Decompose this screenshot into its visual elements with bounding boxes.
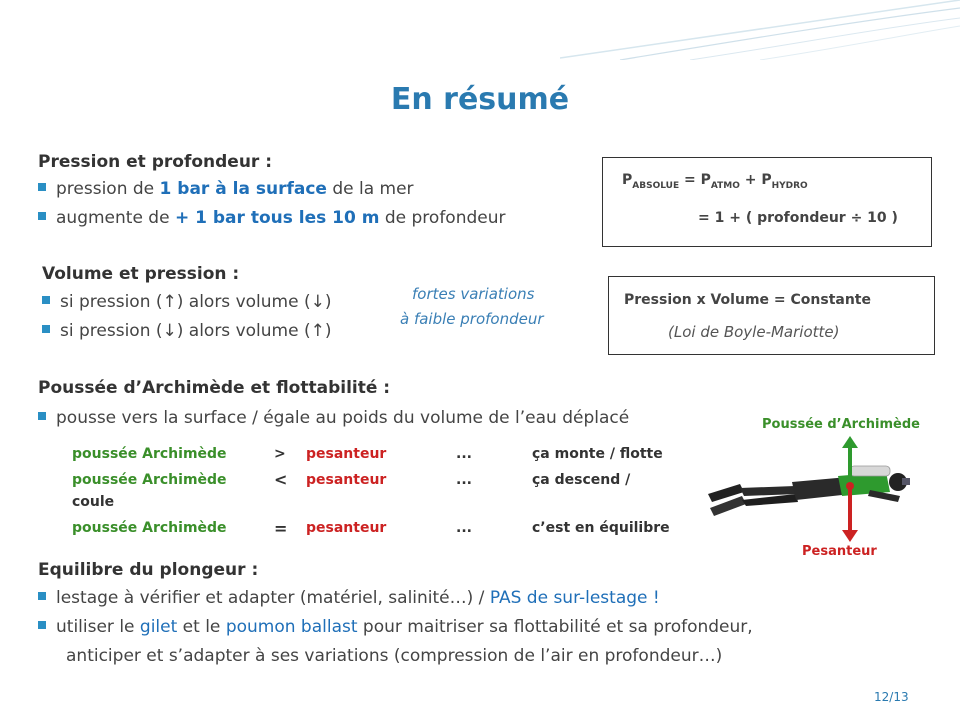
bullet-square-icon [38, 412, 46, 420]
label-pesanteur: Pesanteur [802, 544, 877, 559]
cmp-left: poussée Archimède [72, 446, 227, 462]
arrow-up-head-icon [842, 436, 858, 448]
formula-box [602, 157, 932, 247]
cmp-dots: ... [456, 520, 472, 536]
page-title: En résumé [390, 82, 570, 117]
boyle-line-2: (Loi de Boyle-Mariotte) [668, 323, 840, 341]
note-variations-2: à faible profondeur [400, 310, 544, 328]
cmp-right: pesanteur [306, 446, 387, 462]
cmp-result: ça descend / [532, 472, 631, 488]
diver-illustration [700, 436, 930, 546]
cmp-right: pesanteur [306, 520, 387, 536]
center-of-gravity-dot [846, 482, 854, 490]
bullet-volume-1: si pression (↑) alors volume (↓) [42, 292, 331, 312]
bullet-pression-surface: pression de 1 bar à la surface de la mer [38, 179, 414, 199]
cmp-result: c’est en équilibre [532, 520, 670, 536]
cmp-right: pesanteur [306, 472, 387, 488]
cmp-left: poussée Archimède [72, 520, 227, 536]
section-heading-volume: Volume et pression : [42, 264, 240, 284]
cmp-operator: < [274, 470, 288, 489]
bullet-square-icon [38, 621, 46, 629]
section-heading-equilibre: Equilibre du plongeur : [38, 560, 259, 580]
cmp-operator: > [274, 446, 286, 462]
note-variations-1: fortes variations [412, 285, 535, 303]
cmp-result-continued: coule [72, 494, 115, 510]
page-number: 12/13 [874, 690, 909, 704]
label-poussee-archimede: Poussée d’Archimède [762, 417, 920, 432]
bullet-gilet-continued: anticiper et s’adapter à ses variations (compression de l’air en profondeur…) [66, 646, 723, 666]
formula-line-2: = 1 + ( profondeur ÷ 10 ) [698, 210, 898, 226]
arrow-down-head-icon [842, 530, 858, 542]
boyle-line-1: Pression x Volume = Constante [624, 292, 871, 308]
bullet-lestage: lestage à vérifier et adapter (matériel, salinité…) / PAS de sur-lestage ! [38, 588, 660, 608]
section-heading-pression: Pression et profondeur : [38, 152, 273, 172]
cmp-dots: ... [456, 446, 472, 462]
formula-line-1: $P_{ABSOLUE} = P_{ATMO} + P_{HYDRO}$ [622, 172, 808, 191]
cmp-operator: = [274, 519, 288, 538]
decorative-waves [560, 0, 960, 60]
diver-icon [708, 466, 910, 516]
boyle-box [608, 276, 935, 355]
bullet-archimede: pousse vers la surface / égale au poids du volume de l’eau déplacé [38, 408, 629, 428]
cmp-left: poussée Archimède [72, 472, 227, 488]
bullet-pression-augmente: augmente de + 1 bar tous les 10 m de profondeur [38, 208, 506, 228]
bullet-square-icon [38, 592, 46, 600]
section-heading-archimede: Poussée d’Archimède et flottabilité : [38, 378, 391, 398]
bullet-gilet: utiliser le gilet et le poumon ballast pour maitriser sa flottabilité et sa profondeur, [38, 617, 753, 637]
cmp-result: ça monte / flotte [532, 446, 663, 462]
bullet-square-icon [38, 183, 46, 191]
bullet-volume-2: si pression (↓) alors volume (↑) [42, 321, 331, 341]
bullet-square-icon [42, 325, 50, 333]
cmp-dots: ... [456, 472, 472, 488]
bullet-square-icon [38, 212, 46, 220]
bullet-square-icon [42, 296, 50, 304]
